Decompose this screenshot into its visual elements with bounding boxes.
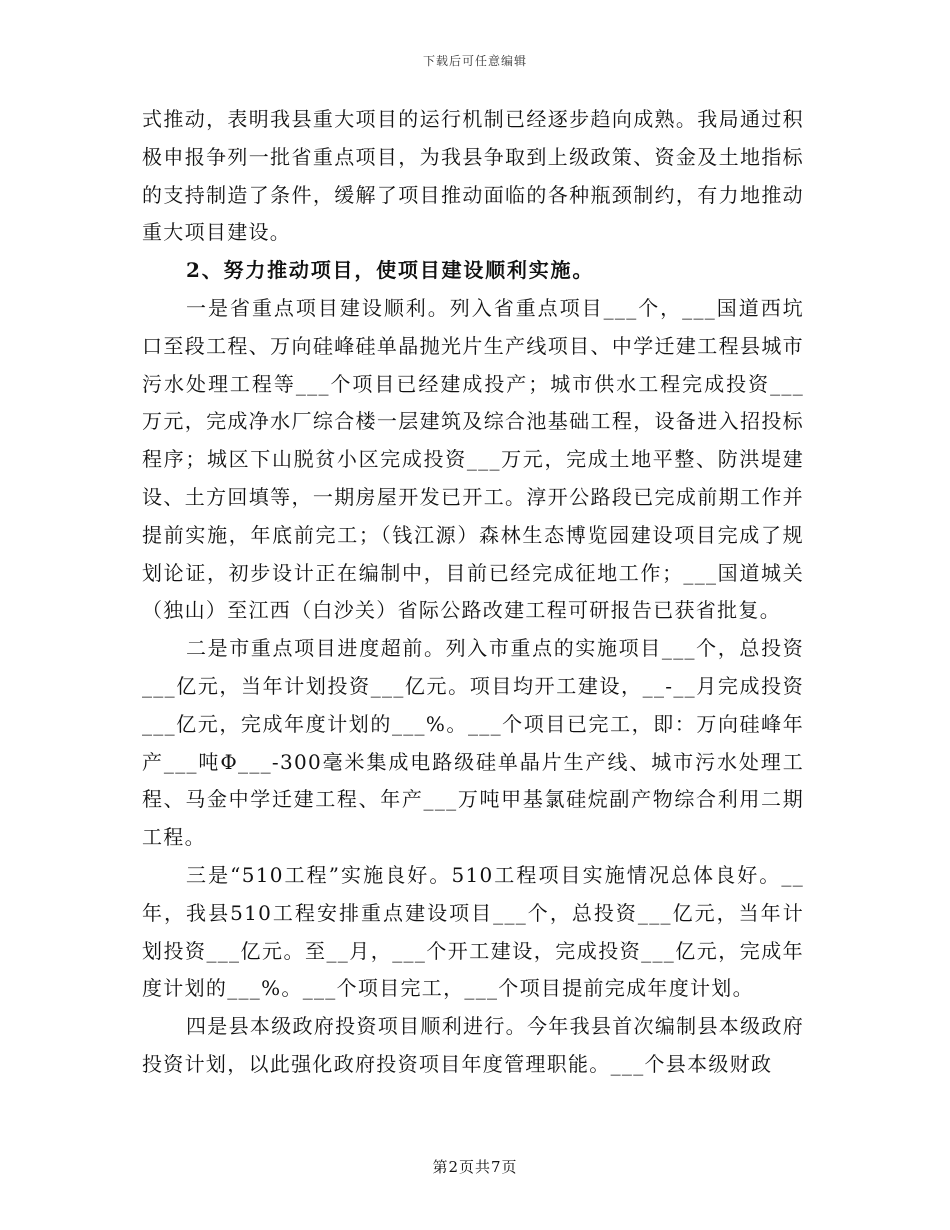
paragraph-city-projects: 二是市重点项目进度超前。列入市重点的实施项目___个，总投资___亿元，当年计划投资___亿元。项目均开工建设，__-__月完成投资___亿元，完成年度计划的___%。___个项目已完工，即：万向硅峰年产___吨Φ___-300毫米集成电路级硅单晶片生产线、城市污水处理工程、马金中学迁建工程、年产___万吨甲基氯硅烷副产物综合利用二期工程。: [142, 636, 804, 850]
paragraph-county-investment: 四是县本级政府投资项目顺利进行。今年我县首次编制县本级政府投资计划，以此强化政府投资项目年度管理职能。___个县本级财政: [142, 1014, 804, 1076]
paragraph-provincial-projects: 一是省重点项目建设顺利。列入省重点项目___个，___国道西坑口至段工程、万向硅峰硅单晶抛光片生产线项目、中学迁建工程县城市污水处理工程等___个项目已经建成投产；城市供水工程完成投资___万元，完成净水厂综合楼一层建筑及综合池基础工程，设备进入招投标程序；城区下山脱贫小区完成投资___万元，完成土地平整、防洪堤建设、土方回填等，一期房屋开发已开工。淳开公路段已完成前期工作并提前实施，年底前完工；（钱江源）森林生态博览园建设项目完成了规划论证，初步设计正在编制中，目前已经完成征地工作；___国道城关（独山）至江西（白沙关）省际公路改建工程可研报告已获省批复。: [142, 295, 804, 623]
paragraph-510-project: 三是“510工程”实施良好。510工程项目实施情况总体良好。__年，我县510工程安排重点建设项目___个，总投资___亿元，当年计划投资___亿元。至__月，___个开工建设，完成投资___亿元，完成年度计划的___%。___个项目完工，___个项目提前完成年度计划。: [142, 862, 804, 1001]
page-header-note: 下载后可任意编辑: [422, 54, 527, 68]
page-number: 第2页共7页: [432, 1158, 518, 1176]
paragraph-continuation: 式推动，表明我县重大项目的运行机制已经逐步趋向成熟。我局通过积极申报争列一批省重点项目，为我县争取到上级政策、资金及土地指标的支持制造了条件，缓解了项目推动面临的各种瓶颈制约，有力地推动重大项目建设。: [142, 107, 804, 245]
section-heading: 2、努力推动项目，使项目建设顺利实施。: [186, 258, 595, 283]
document-body: [142, 101, 804, 1084]
